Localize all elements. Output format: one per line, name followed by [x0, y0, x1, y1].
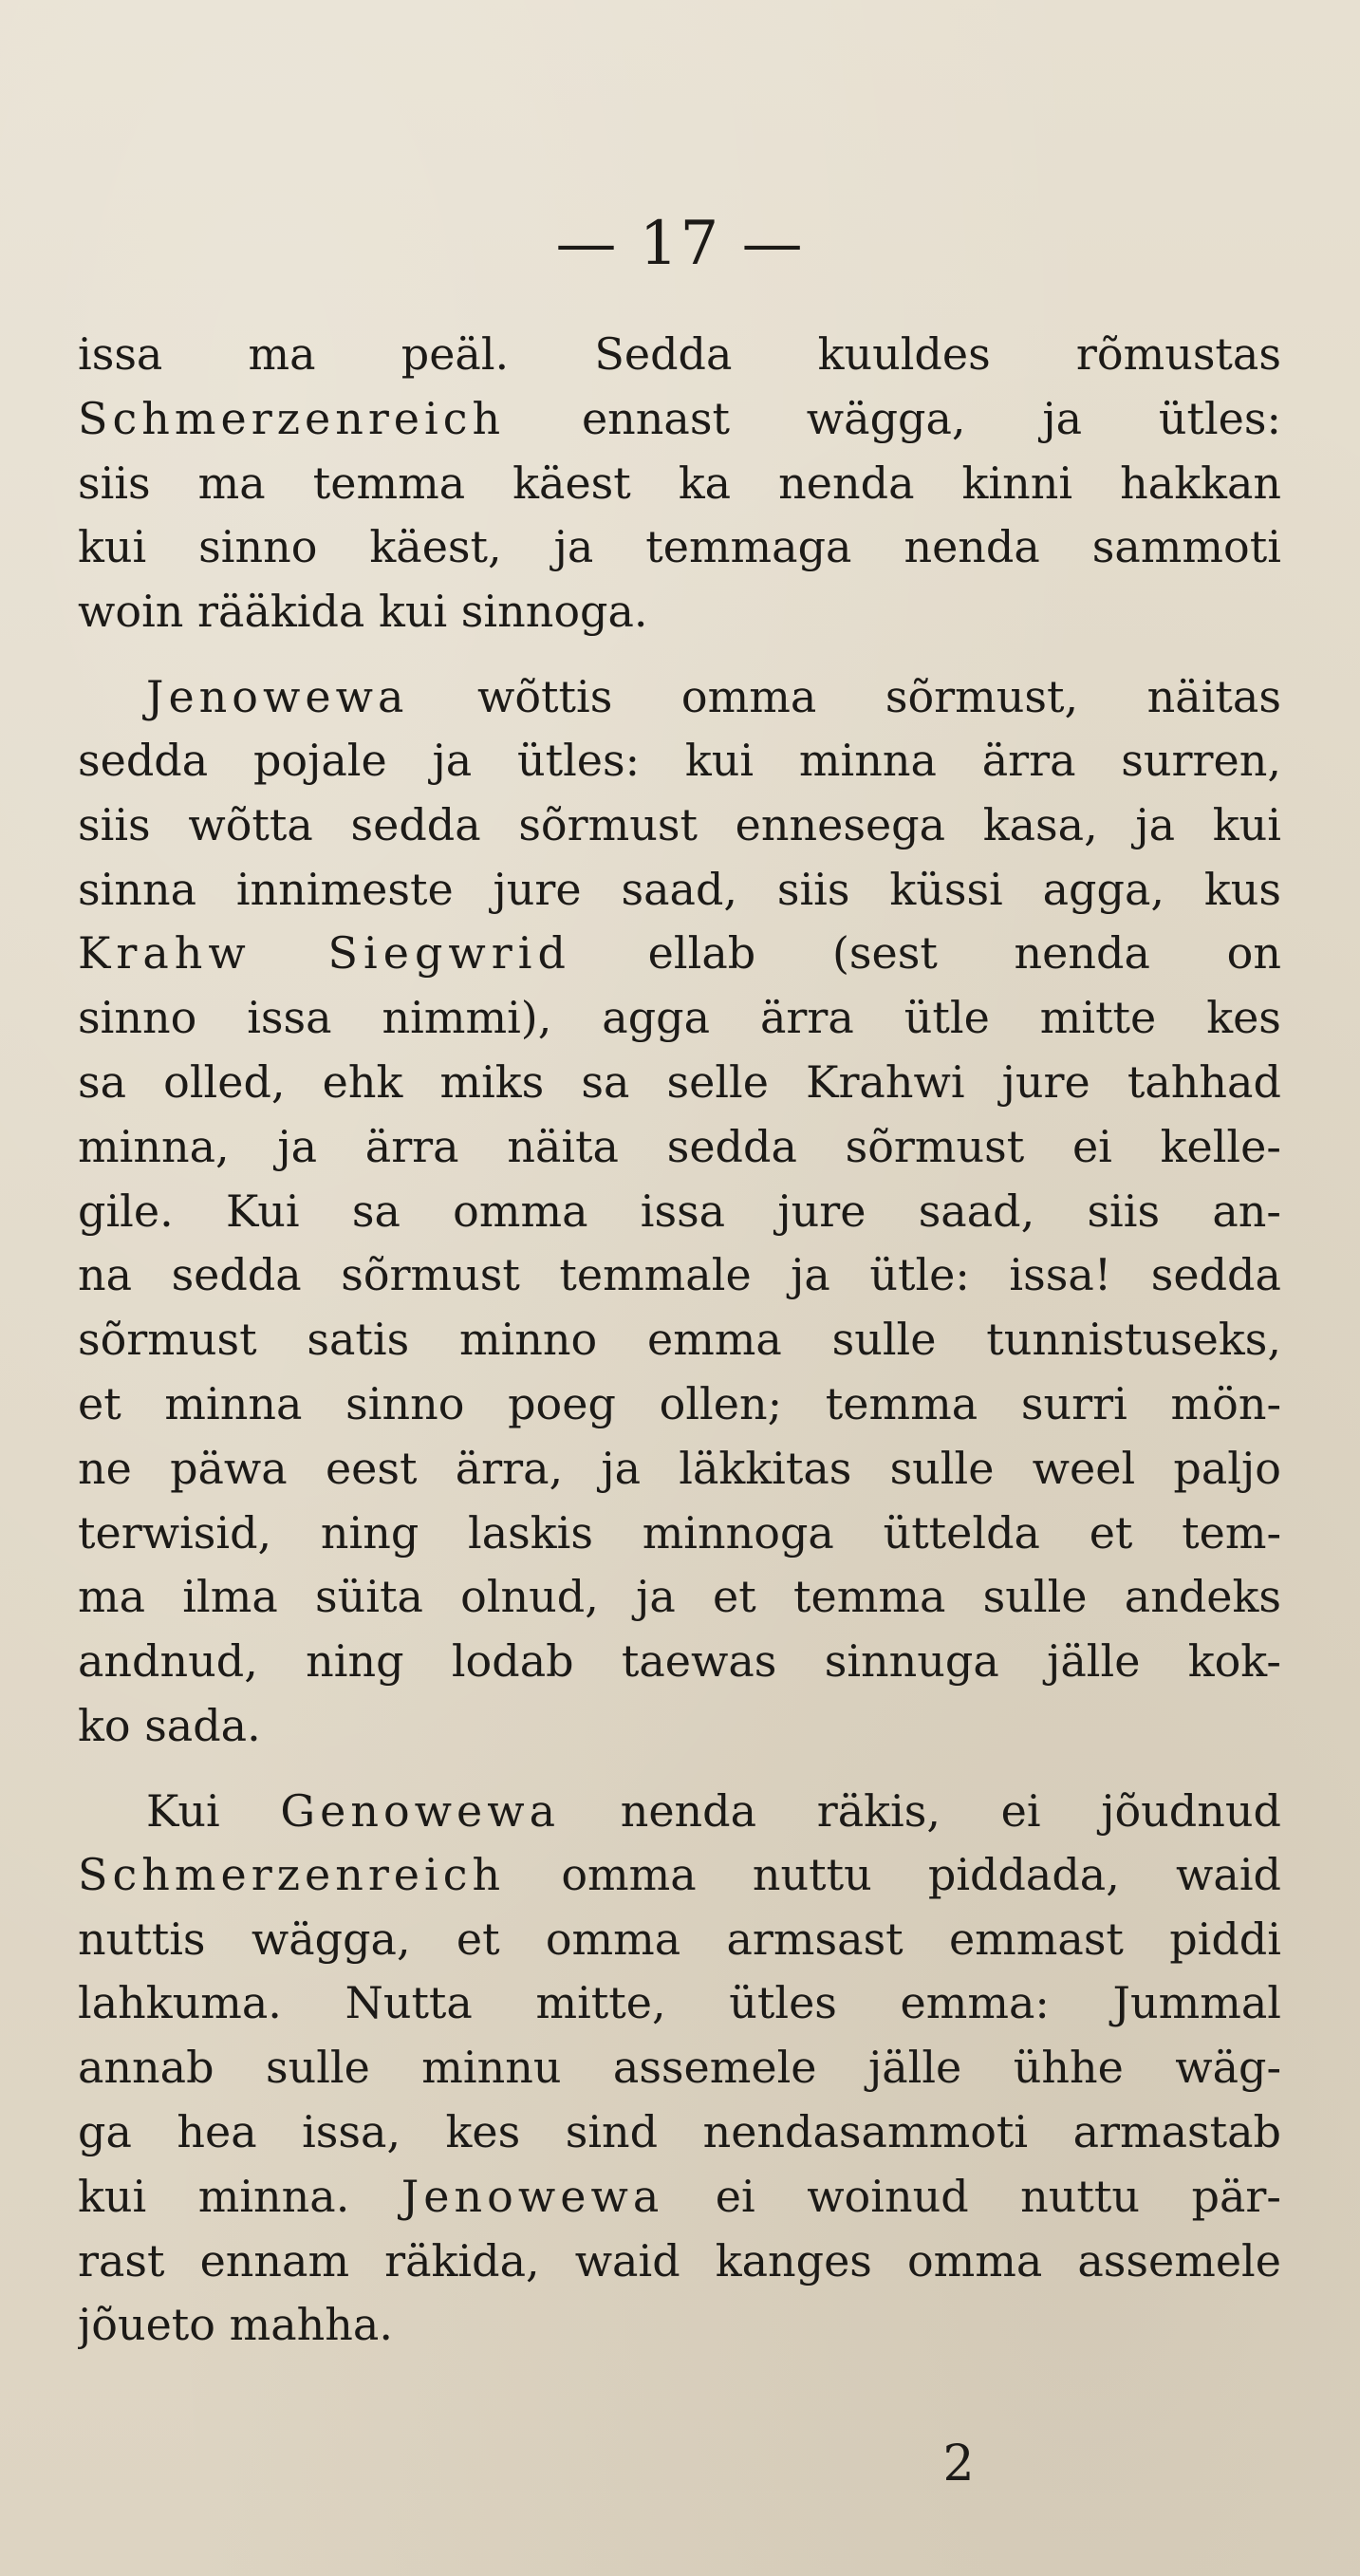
word: sa — [351, 1185, 401, 1237]
word: omma — [906, 2234, 1043, 2287]
word: temmaga — [645, 521, 852, 573]
word: taewas — [621, 1635, 777, 1688]
word: emma — [646, 1314, 782, 1366]
text-line — [78, 1243, 1281, 1308]
word: surri — [1020, 1377, 1127, 1429]
word: sõrmust — [341, 1249, 520, 1301]
body-text — [78, 323, 1281, 2358]
word: minnu — [421, 2042, 562, 2094]
word: ütle: — [869, 1249, 970, 1301]
text-line — [78, 1051, 1281, 1115]
word: minna — [798, 734, 937, 786]
word: pojale — [252, 734, 387, 786]
word: sinno — [198, 521, 318, 573]
word: assemele — [612, 2042, 817, 2094]
text-line — [78, 1843, 1281, 1908]
word: ennam — [199, 2234, 350, 2287]
text-line — [78, 986, 1281, 1051]
word: tahhad — [1127, 1055, 1281, 1108]
word: ennesega — [735, 798, 946, 850]
word: Siegwrid — [327, 927, 571, 980]
word: sinna — [78, 863, 196, 915]
word: armsast — [726, 1913, 904, 1965]
word: küssi — [889, 863, 1003, 915]
word: eest — [325, 1442, 418, 1494]
word: ellab — [647, 927, 756, 980]
word: sinno — [345, 1377, 465, 1429]
word: issa — [640, 1185, 726, 1237]
word: Krahw — [78, 927, 252, 980]
word: peäl. — [401, 328, 510, 380]
text-line — [78, 1115, 1281, 1180]
word: nendasammoti — [702, 2105, 1029, 2157]
word: sõrmust — [78, 1314, 257, 1366]
word: rast — [78, 2234, 165, 2287]
text-line — [78, 2100, 1281, 2165]
word: emma: — [900, 1977, 1050, 2029]
text-line — [78, 1180, 1281, 1244]
word: ütles — [729, 1977, 837, 2029]
word: nenda — [620, 1784, 757, 1837]
word: laskis — [468, 1506, 593, 1559]
word: sinnuga — [824, 1635, 999, 1688]
word: siis — [776, 863, 850, 915]
word: wäg- — [1175, 2042, 1281, 2094]
word: räkida, — [384, 2234, 540, 2287]
word: ma — [197, 457, 266, 509]
word: sulle — [831, 1314, 937, 1366]
word: selle — [666, 1055, 769, 1108]
word: kus — [1203, 863, 1281, 915]
word: läkkitas — [679, 1442, 852, 1494]
word: armastab — [1072, 2105, 1281, 2157]
text-line — [78, 1502, 1281, 1566]
word: agga, — [1042, 863, 1164, 915]
word: ärra — [981, 734, 1076, 786]
word: ilma — [182, 1571, 278, 1623]
text-line — [78, 1971, 1281, 2036]
word: sõrmust, — [885, 670, 1079, 722]
word: kui — [78, 521, 147, 573]
word: mahha. — [229, 2299, 393, 2351]
word: mitte, — [535, 1977, 666, 2029]
word: waid — [1176, 1848, 1281, 1900]
word: agga — [602, 992, 711, 1044]
word: ja — [791, 1249, 830, 1301]
word: lodab — [451, 1635, 574, 1688]
text-line — [78, 922, 1281, 986]
word: ga — [78, 2105, 132, 2157]
text-line — [78, 858, 1281, 923]
word: käest — [512, 457, 631, 509]
word: süita — [315, 1571, 423, 1623]
word: temma — [312, 457, 466, 509]
word: olnud, — [460, 1571, 599, 1623]
word: on — [1226, 927, 1281, 980]
word: sedda — [171, 1249, 302, 1301]
word: ja — [1042, 392, 1083, 444]
word: ma — [248, 328, 316, 380]
word: ma — [78, 1571, 146, 1623]
word: wägga, — [251, 1913, 411, 1965]
text-line — [78, 1308, 1281, 1372]
word: temma — [793, 1571, 946, 1623]
word: minna — [164, 1377, 303, 1429]
word: assemele — [1077, 2234, 1281, 2287]
word: ütteldа — [883, 1506, 1040, 1559]
word: ei — [715, 2170, 755, 2222]
word: ärra — [759, 992, 854, 1044]
word: waid — [574, 2234, 680, 2287]
word: ka — [678, 457, 732, 509]
word: minna, — [78, 1120, 230, 1172]
word: sulle — [265, 2042, 370, 2094]
word: Jenowewa — [401, 2170, 664, 2222]
word: temma — [825, 1377, 978, 1429]
word: ja — [601, 1442, 642, 1494]
word: sulle — [889, 1442, 995, 1494]
word: sedda — [666, 1120, 797, 1172]
word: räkis, — [816, 1784, 941, 1837]
text-line — [78, 729, 1281, 793]
word: Schmerzenreich — [78, 1848, 506, 1900]
text-line — [78, 452, 1281, 516]
word: issa, — [302, 2105, 401, 2157]
word: ehk — [322, 1055, 403, 1108]
word: omma — [545, 1913, 681, 1965]
text-line — [78, 2165, 1281, 2230]
word: pär- — [1191, 2170, 1281, 2222]
word: tem- — [1182, 1506, 1281, 1559]
word: lahkuma. — [78, 1977, 282, 2029]
word: nenda — [1014, 927, 1150, 980]
word: nuttu — [752, 1848, 872, 1900]
word: emmast — [948, 1913, 1124, 1965]
word: jõueto — [78, 2299, 215, 2351]
word: kes — [445, 2105, 521, 2157]
word: hea — [177, 2105, 257, 2157]
word: jure — [777, 1185, 866, 1237]
word: issa — [247, 992, 332, 1044]
word: nuttu — [1020, 2170, 1141, 2222]
word: ärra — [364, 1120, 459, 1172]
word: ütle — [904, 992, 990, 1044]
word: näitas — [1146, 670, 1281, 722]
word: woin — [78, 586, 184, 638]
word: minnoga — [642, 1506, 834, 1559]
word: kes — [1206, 992, 1281, 1044]
word: (sest — [831, 927, 938, 980]
word: gile. — [78, 1185, 174, 1237]
word: et — [78, 1377, 121, 1429]
word: saad, — [621, 863, 738, 915]
word: Kui — [146, 1784, 220, 1837]
word: käest, — [369, 521, 502, 573]
word: kelle- — [1160, 1120, 1281, 1172]
text-line — [78, 2293, 1281, 2358]
word: olled, — [163, 1055, 286, 1108]
text-line — [78, 2230, 1281, 2294]
word: sedda — [1150, 1249, 1281, 1301]
text-line — [78, 793, 1281, 858]
word: hakkan — [1120, 457, 1281, 509]
word: jure — [493, 863, 582, 915]
word: nenda — [778, 457, 915, 509]
text-line — [78, 515, 1281, 580]
word: jälle — [1047, 1635, 1141, 1688]
word: ning — [306, 1635, 404, 1688]
word: innimeste — [235, 863, 454, 915]
word: Krahwi — [806, 1055, 965, 1108]
word: terwisid, — [78, 1506, 272, 1559]
word: kinni — [961, 457, 1073, 509]
word: Nutta — [345, 1977, 473, 2029]
word: ko — [78, 1699, 131, 1751]
word: kui — [684, 734, 755, 786]
word: Jenowewa — [146, 670, 409, 722]
word: Schmerzenreich — [78, 392, 506, 444]
word: wõttis — [476, 670, 613, 722]
word: sa — [581, 1055, 630, 1108]
word: kasa, — [982, 798, 1098, 850]
word: tunnistuseks, — [986, 1314, 1281, 1366]
word: ütles: — [1158, 392, 1281, 444]
word: sõrmust — [518, 798, 698, 850]
word: kui — [1212, 798, 1281, 850]
word: ütles: — [516, 734, 641, 786]
word: ja — [277, 1120, 318, 1172]
word: surren, — [1121, 734, 1281, 786]
word: Genowewa — [280, 1784, 561, 1837]
word: andnud, — [78, 1635, 258, 1688]
word: ühhe — [1013, 2042, 1124, 2094]
word: ja — [636, 1571, 676, 1623]
text-line — [78, 1372, 1281, 1437]
word: piddi — [1169, 1913, 1281, 1965]
word: sind — [565, 2105, 659, 2157]
word: woinud — [807, 2170, 969, 2222]
word: sinno — [78, 992, 197, 1044]
word: siis — [1087, 1185, 1161, 1237]
word: ollen; — [659, 1377, 783, 1429]
word: nuttis — [78, 1913, 206, 1965]
word: issa — [78, 328, 163, 380]
word: et — [1089, 1506, 1133, 1559]
text-line — [78, 323, 1281, 387]
text-line — [78, 644, 1281, 729]
word: nenda — [904, 521, 1040, 573]
word: omma — [680, 670, 817, 722]
word: mön- — [1170, 1377, 1281, 1429]
word: et — [713, 1571, 756, 1623]
word: issa! — [1009, 1249, 1112, 1301]
word: weel — [1032, 1442, 1136, 1494]
word: kok- — [1187, 1635, 1281, 1688]
word: temmale — [559, 1249, 752, 1301]
text-line — [78, 580, 1281, 644]
word: Sedda — [594, 328, 733, 380]
text-line — [78, 387, 1281, 452]
word: omma — [453, 1185, 588, 1237]
word: miks — [439, 1055, 545, 1108]
text-line — [78, 1630, 1281, 1694]
word: ning — [320, 1506, 419, 1559]
word: et — [456, 1913, 500, 1965]
word: sa — [78, 1055, 127, 1108]
word: ja — [1135, 798, 1176, 850]
word: jälle — [867, 2042, 962, 2094]
text-line — [78, 1908, 1281, 1972]
word: kui — [78, 2170, 147, 2222]
word: siis — [78, 798, 151, 850]
text-line — [78, 1759, 1281, 1843]
word: andeks — [1124, 1571, 1281, 1623]
signature-mark: 2 — [942, 2436, 975, 2492]
word: sinnoga. — [460, 586, 648, 638]
word: Kui — [225, 1185, 300, 1237]
word: sammoti — [1091, 521, 1281, 573]
word: sulle — [982, 1571, 1088, 1623]
word: näita — [507, 1120, 619, 1172]
word: minno — [458, 1314, 598, 1366]
word: nimmi), — [382, 992, 552, 1044]
word: päwa — [170, 1442, 288, 1494]
word: mitte — [1039, 992, 1157, 1044]
word: Jummal — [1112, 1977, 1281, 2029]
word: sedda — [350, 798, 481, 850]
word: kui — [378, 586, 448, 638]
word: ja — [432, 734, 473, 786]
word: omma — [561, 1848, 697, 1900]
word: rõmustas — [1075, 328, 1281, 380]
word: wõtta — [188, 798, 313, 850]
text-line — [78, 1437, 1281, 1502]
word: na — [78, 1249, 133, 1301]
word: ja — [553, 521, 594, 573]
word: ne — [78, 1442, 132, 1494]
word: paljo — [1173, 1442, 1281, 1494]
text-line — [78, 1565, 1281, 1630]
word: jure — [1001, 1055, 1090, 1108]
word: sedda — [78, 734, 209, 786]
word: sada. — [144, 1699, 261, 1751]
word: ennast — [581, 392, 730, 444]
word: kanges — [715, 2234, 872, 2287]
word: an- — [1212, 1185, 1281, 1237]
word: sõrmust — [845, 1120, 1025, 1172]
word: ei — [1000, 1784, 1041, 1837]
word: ärra, — [455, 1442, 564, 1494]
word: kuuldes — [817, 328, 991, 380]
word: wägga, — [806, 392, 966, 444]
word: siis — [78, 457, 151, 509]
text-line — [78, 2036, 1281, 2100]
word: annab — [78, 2042, 214, 2094]
page-number: — 17 — — [555, 209, 805, 279]
word: minna. — [197, 2170, 350, 2222]
text-line — [78, 1694, 1281, 1759]
word: rääkida — [197, 586, 365, 638]
word: ei — [1071, 1120, 1112, 1172]
word: saad, — [918, 1185, 1035, 1237]
word: poeg — [508, 1377, 616, 1429]
word: piddada, — [927, 1848, 1120, 1900]
word: jõudnud — [1101, 1784, 1281, 1837]
word: satis — [307, 1314, 410, 1366]
